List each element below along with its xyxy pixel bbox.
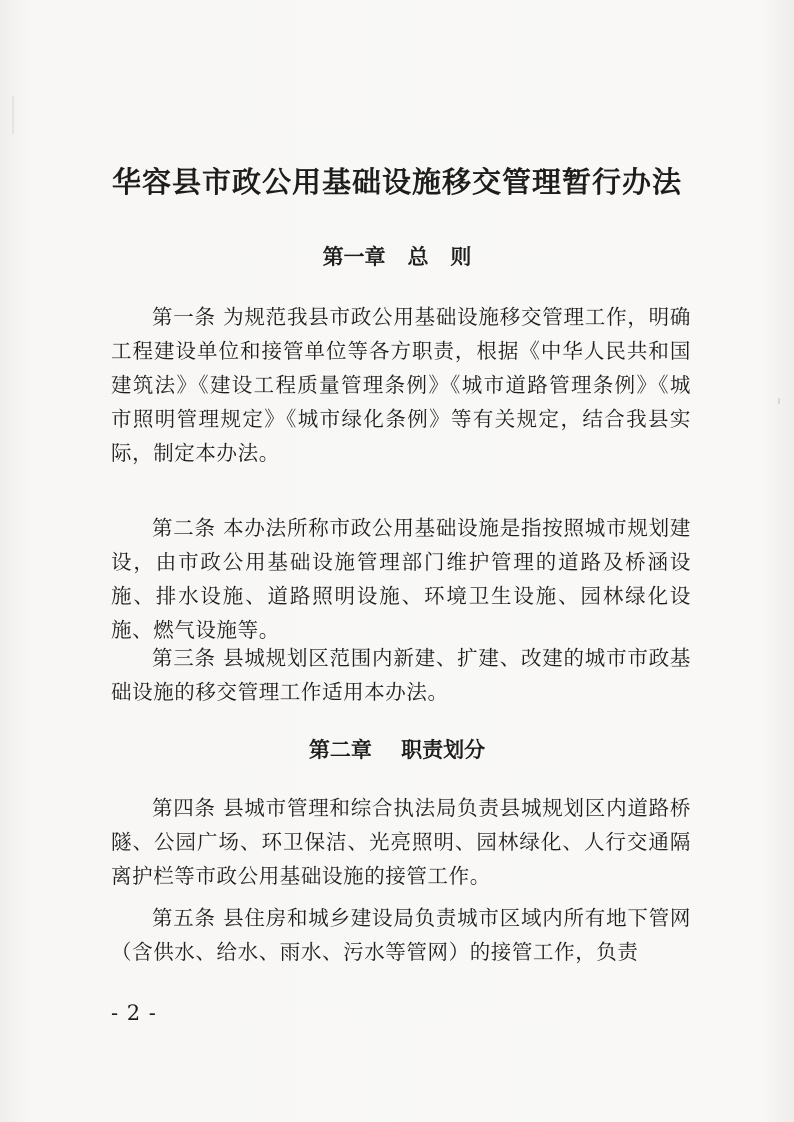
chapter-heading-1: 第一章 总 则	[322, 245, 472, 269]
scan-edge-mark	[778, 398, 780, 404]
article-paragraph-5: 第五条 县住房和城乡建设局负责城市区域内所有地下管网（含供水、给水、雨水、污水等管网）的接管工作，负责	[111, 906, 691, 964]
article-paragraph-1: 第一条 为规范我县市政公用基础设施移交管理工作，明确工程建设单位和接管单位等各方职责，根据《中华人民共和国建筑法》《建设工程质量管理条例》《城市道路管理条例》《城市照明管理规定》《城市绿化条例》等有关规定，结合我县实际，制定本办法。	[111, 305, 691, 465]
article-paragraph-3: 第三条 县城规划区范围内新建、扩建、改建的城市市政基础设施的移交管理工作适用本办法。	[111, 646, 691, 704]
article-paragraph-4: 第四条 县城市管理和综合执法局负责县城规划区内道路桥隧、公园广场、环卫保洁、光亮照明、园林绿化、人行交通隔离护栏等市政公用基础设施的接管工作。	[111, 796, 691, 888]
document-title: 华容县市政公用基础设施移交管理暂行办法	[111, 165, 682, 199]
scan-edge-mark	[12, 96, 14, 134]
chapter-heading-2: 第二章 职责划分	[308, 738, 486, 762]
article-paragraph-2: 第二条 本办法所称市政公用基础设施是指按照城市规划建设，由市政公用基础设施管理部门维护管理的道路及桥涵设施、排水设施、道路照明设施、环境卫生设施、园林绿化设施、燃气设施等。	[111, 516, 691, 642]
page-number: - 2 -	[111, 1001, 157, 1025]
